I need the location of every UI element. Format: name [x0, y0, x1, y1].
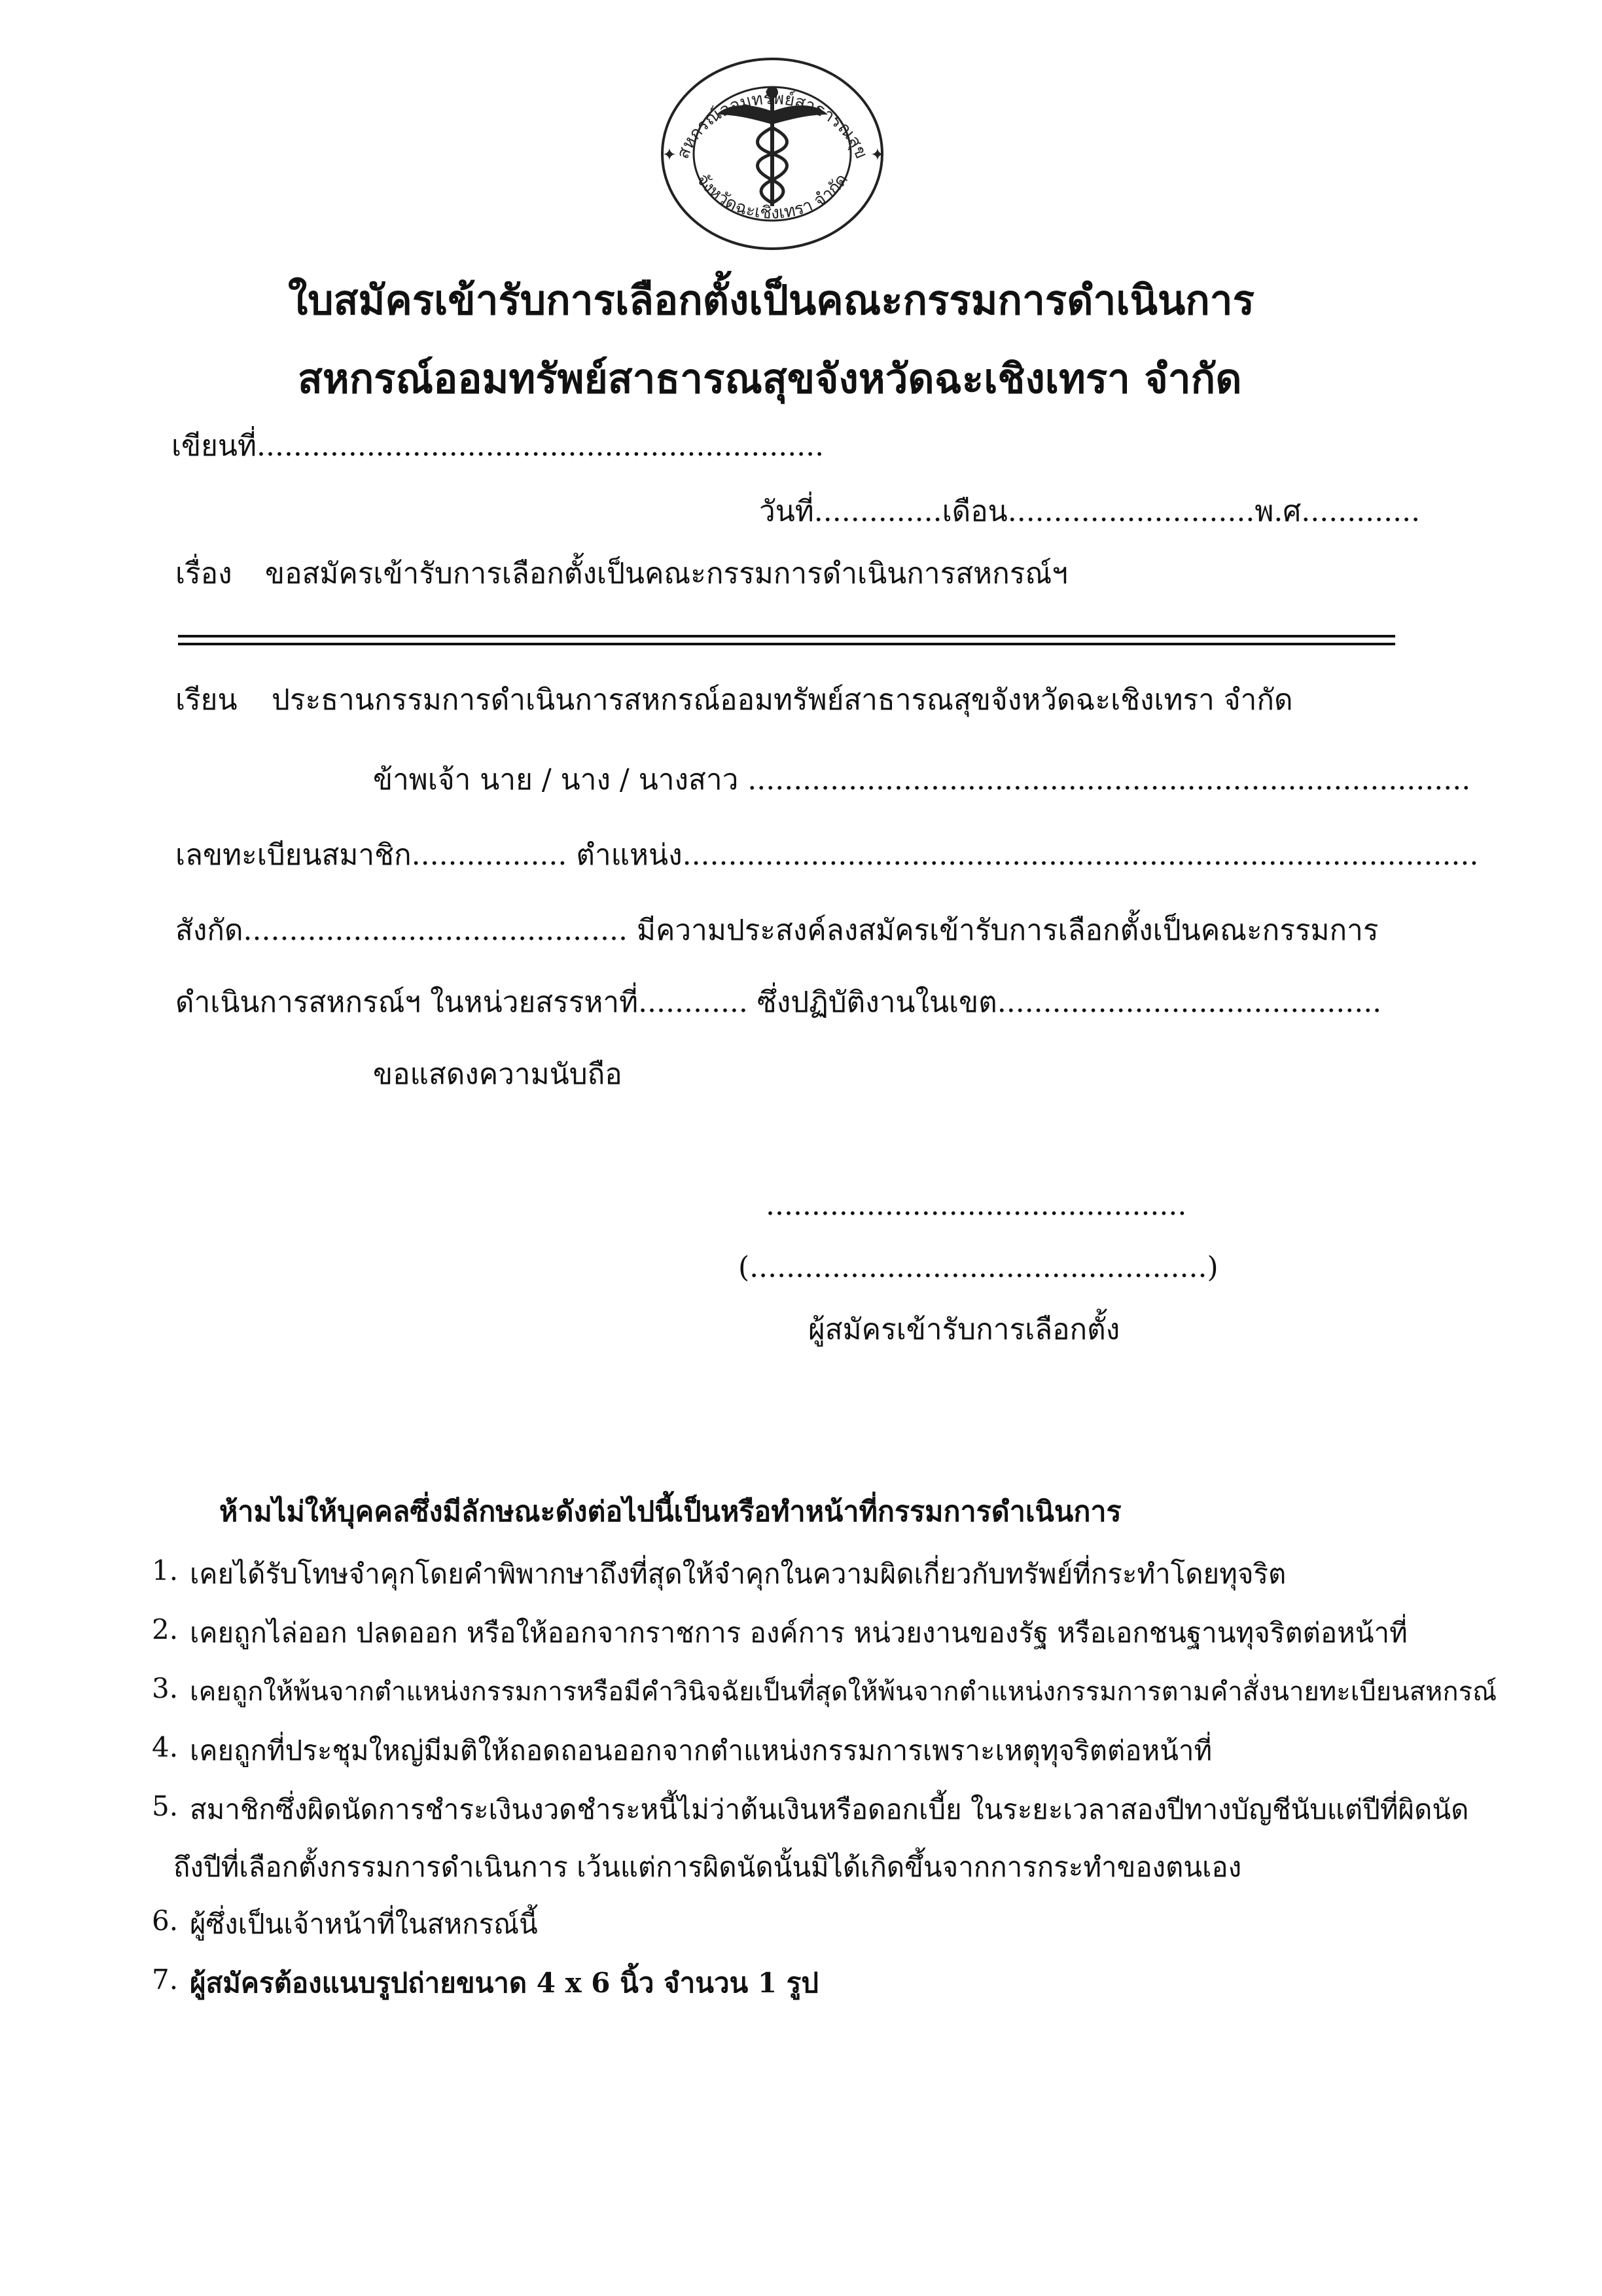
list-item-number: 5. — [152, 1790, 179, 1822]
list-item: สมาชิกซึ่งผิดนัดการชำระเงินงวดชำระหนี้ไม่ว่าต้นเงินหรือดอกเบี้ย ในระยะเวลาสองปีทางบัญชีนับแต่ปีที่ผิดนัด — [190, 1793, 1469, 1825]
date-field[interactable]: วันที่..............เดือน...........................พ.ศ............. — [759, 495, 1421, 528]
applicant-name-field[interactable]: ข้าพเจ้า นาย / นาง / นางสาว ............................................................................... — [373, 763, 1471, 797]
list-item: เคยได้รับโทษจำคุกโดยคำพิพากษาถึงที่สุดให้จำคุกในความผิดเกี่ยวกับทรัพย์ที่กระทำโดยทุจริต — [190, 1558, 1287, 1590]
list-item-number: 6. — [152, 1905, 179, 1937]
recruitment-unit-field[interactable]: ดำเนินการสหกรณ์ฯ ในหน่วยสรรหาที่............ ซึ่งปฏิบัติงานในเขต.......................................... — [175, 986, 1382, 1019]
list-item-number: 1. — [152, 1554, 179, 1587]
written-at-field[interactable]: เขียนที่.............................................................. — [171, 429, 825, 463]
list-item: ผู้สมัครต้องแนบรูปถ่ายขนาด 4 x 6 นิ้ว จำนวน 1 รูป — [190, 1967, 819, 1999]
list-item: เคยถูกให้พ้นจากตำแหน่งกรรมการหรือมีคำวินิจฉัยเป็นที่สุดให้พ้นจากตำแหน่งกรรมการตามคำสั่งนายทะเบียนสหกรณ์ — [190, 1677, 1497, 1707]
signature-printed-name[interactable]: (..................................................) — [738, 1251, 1219, 1284]
svg-text:✦: ✦ — [662, 145, 677, 165]
list-item: เคยถูกไล่ออก ปลดออก หรือให้ออกจากราชการ องค์การ หน่วยงานของรัฐ หรือเอกชนฐานทุจริตต่อหน้าที่ — [190, 1617, 1408, 1649]
list-item-number: 7. — [152, 1964, 179, 1996]
list-item-continuation: ถึงปีที่เลือกตั้งกรรมการดำเนินการ เว้นแต่การผิดนัดนั้นมิได้เกิดขึ้นจากการกระทำของตนเอง — [173, 1851, 1242, 1883]
signature-line[interactable]: .............................................. — [766, 1189, 1187, 1222]
to-text: ประธานกรรมการดำเนินการสหกรณ์ออมทรัพย์สาธารณสุขจังหวัดฉะเชิงเทรา จำกัด — [272, 683, 1293, 717]
list-item-number: 4. — [152, 1731, 179, 1763]
divider-line-bottom — [178, 643, 1395, 645]
closing-text: ขอแสดงความนับถือ — [373, 1058, 622, 1091]
subject-text: ขอสมัครเข้ารับการเลือกตั้งเป็นคณะกรรมการดำเนินการสหกรณ์ฯ — [265, 557, 1068, 590]
to-label: เรียน — [175, 683, 238, 717]
divider-line-top — [178, 635, 1395, 637]
form-title-line2: สหกรณ์ออมทรัพย์สาธารณสุขจังหวัดฉะเชิงเทรา จำกัด — [298, 355, 1242, 403]
list-item: ผู้ซึ่งเป็นเจ้าหน้าที่ในสหกรณ์นี้ — [190, 1908, 538, 1940]
list-item-number: 3. — [152, 1672, 179, 1704]
cooperative-seal-logo — [648, 49, 897, 259]
affiliation-field[interactable]: สังกัด.......................................... มีความประสงค์ลงสมัครเข้ารับการเลือกตั้งเป็นคณะกรรมการ — [175, 914, 1379, 947]
restrictions-heading: ห้ามไม่ให้บุคคลซึ่งมีลักษณะดังต่อไปนี้เป็นหรือทำหน้าที่กรรมการดำเนินการ — [219, 1496, 1122, 1528]
svg-text:✦: ✦ — [870, 145, 885, 165]
list-item-number: 2. — [152, 1613, 179, 1645]
seal-ring-text-bottom: จังหวัดฉะเชิงเทรา จำกัด — [692, 170, 852, 223]
subject-label: เรื่อง — [175, 557, 232, 590]
list-item: เคยถูกที่ประชุมใหญ่มีมติให้ถอดถอนออกจากตำแหน่งกรรมการเพราะเหตุทุจริตต่อหน้าที่ — [190, 1734, 1213, 1767]
seal-emblem-icon — [648, 49, 897, 259]
form-title-line1: ใบสมัครเข้ารับการเลือกตั้งเป็นคณะกรรมการดำเนินการ — [288, 276, 1255, 324]
member-number-position-field[interactable]: เลขทะเบียนสมาชิก................. ตำแหน่ง....................................................................................... — [175, 838, 1479, 872]
seal-ring-text-top: สหกรณ์ออมทรัพย์สาธารณสุข — [673, 88, 872, 162]
signature-caption: ผู้สมัครเข้ารับการเลือกตั้ง — [808, 1313, 1120, 1346]
